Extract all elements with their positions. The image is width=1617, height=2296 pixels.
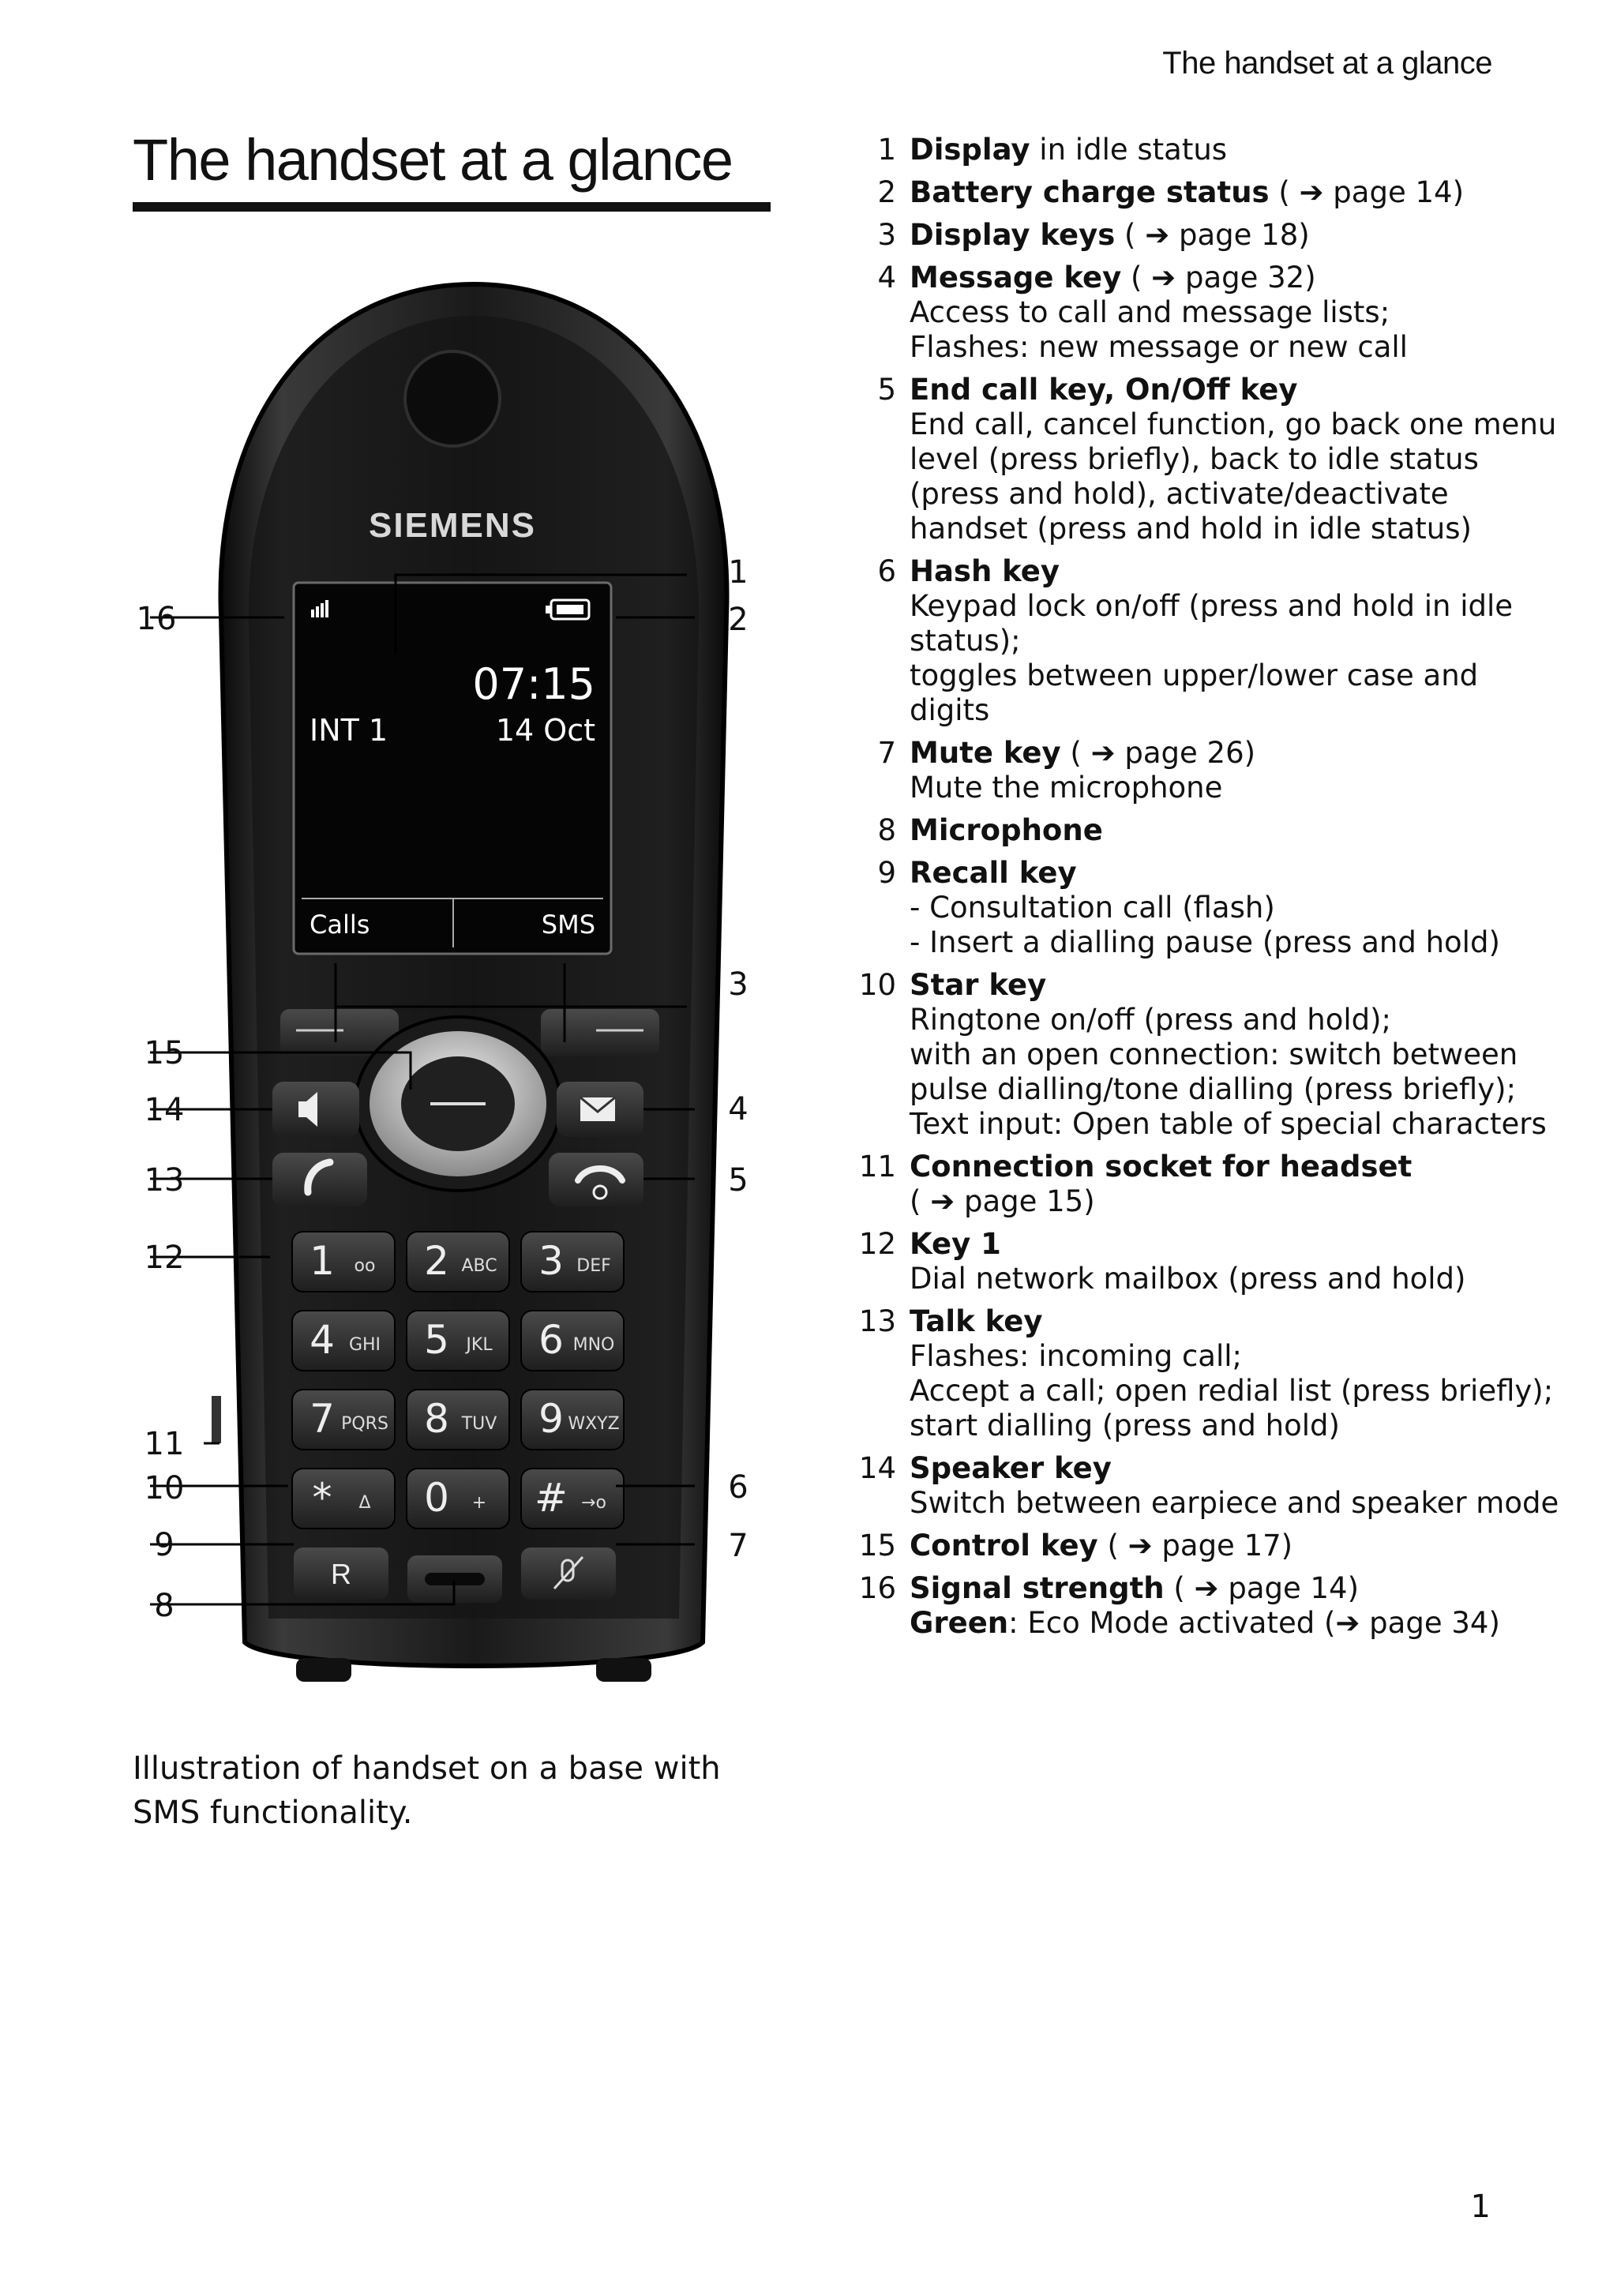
keypad-key <box>521 1390 624 1450</box>
keypad-key-digit: 0 <box>424 1475 449 1521</box>
legend-item <box>853 261 1563 365</box>
legend-name: Star key <box>910 968 1047 1002</box>
legend-name: Recall key <box>910 856 1077 890</box>
keypad-key-digit: 1 <box>310 1238 335 1284</box>
legend-number: 6 <box>877 554 896 588</box>
display-screen <box>294 583 611 954</box>
page-reference: ( ➔ page 32 ) <box>1131 261 1316 295</box>
legend-description: start dialling (press and hold) <box>910 1409 1340 1443</box>
legend-description: - Consultation call (flash) <box>910 891 1275 925</box>
page-reference: ( ➔ page 18 ) <box>1124 218 1310 252</box>
legend-item <box>853 736 1563 805</box>
figure-caption: Illustration of handset on a base with SMS functionality. <box>133 1750 721 1831</box>
legend-item <box>853 1227 1563 1296</box>
page-reference: ( ➔ page 14 ) <box>1278 175 1464 209</box>
keypad-key-letters: WXYZ <box>568 1414 620 1434</box>
legend-item <box>853 218 1563 253</box>
legend-item <box>853 1304 1563 1443</box>
brand-logo: SIEMENS <box>368 506 537 545</box>
keypad-key <box>521 1311 624 1371</box>
legend-number: 8 <box>877 813 896 847</box>
handset-illustration <box>118 253 829 1698</box>
keypad-key <box>292 1469 395 1529</box>
legend-name: Microphone <box>910 813 1103 847</box>
component-legend <box>853 133 1563 1649</box>
mute-key <box>521 1548 616 1600</box>
legend-number: 12 <box>858 1227 896 1261</box>
page-reference: ( ➔ page 14 ) <box>1173 1571 1359 1605</box>
page-number: 1 <box>1470 2189 1491 2225</box>
display-time: 07:15 <box>472 659 595 709</box>
talk-key <box>272 1153 367 1206</box>
legend-item <box>853 1451 1563 1521</box>
keypad-key-digit: # <box>535 1475 568 1521</box>
legend-description: - Insert a dialling pause (press and hold) <box>910 925 1500 959</box>
legend-name: Speaker key <box>910 1451 1112 1485</box>
legend-item <box>853 175 1563 210</box>
callout-4: 4 <box>728 1091 748 1127</box>
keypad-key <box>292 1311 395 1371</box>
legend-description: End call, cancel function, go back one menu level (press briefly), back to idle status (press and hold), activate/deactivate handset (press and hold in idle status) <box>910 407 1557 546</box>
callout-8: 8 <box>154 1588 174 1624</box>
legend-name: End call key, On/Off key <box>910 373 1298 407</box>
legend-name: Display <box>910 133 1030 167</box>
keypad-key-digit: 9 <box>538 1396 564 1442</box>
callout-14: 14 <box>144 1092 185 1128</box>
legend-number: 2 <box>877 175 896 209</box>
message-key <box>557 1082 643 1137</box>
callout-13: 13 <box>144 1162 185 1199</box>
speaker-key <box>272 1082 359 1137</box>
callout-9: 9 <box>154 1527 174 1563</box>
keypad-key-letters: GHI <box>348 1335 381 1355</box>
display-internal-name: INT 1 <box>310 713 388 748</box>
legend-item <box>853 1150 1563 1219</box>
legend-number: 14 <box>858 1451 896 1485</box>
callout-10: 10 <box>144 1470 185 1506</box>
keypad-key <box>292 1390 395 1450</box>
keypad-key-digit: 6 <box>538 1317 564 1363</box>
legend-number: 9 <box>877 856 896 890</box>
legend-item <box>853 554 1563 728</box>
keypad-key-digit: 3 <box>538 1238 564 1284</box>
legend-description: Keypad lock on/off (press and hold in idle status); <box>910 589 1514 658</box>
keypad-key-digit: 5 <box>424 1317 449 1363</box>
legend-description: Text input: Open table of special characters <box>910 1107 1547 1141</box>
control-key <box>355 1017 561 1191</box>
callout-7: 7 <box>728 1528 748 1564</box>
keypad-key <box>521 1232 624 1292</box>
keypad-key-letters: JKL <box>466 1335 493 1355</box>
legend-number: 7 <box>877 736 896 770</box>
keypad-key-digit: 7 <box>310 1396 335 1442</box>
keypad-key <box>407 1311 509 1371</box>
title-rule <box>133 202 771 212</box>
keypad-key <box>292 1232 395 1292</box>
legend-number: 16 <box>858 1571 896 1605</box>
keypad-key-letters: + <box>471 1493 487 1513</box>
legend-item: 16 Signal strength ( ➔ page 14 ) Green: Eco Mode activated (➔ page 34) <box>853 1571 1563 1641</box>
display-date: 14 Oct <box>495 713 595 748</box>
legend-number: 13 <box>858 1304 896 1338</box>
legend-description: Mute the microphone <box>910 771 1223 805</box>
legend-extra-text: : Eco Mode activated ( <box>1008 1606 1336 1640</box>
legend-number: 4 <box>877 261 896 295</box>
callout-12: 12 <box>144 1240 185 1276</box>
legend-number: 15 <box>858 1529 896 1563</box>
legend-item <box>853 1529 1563 1563</box>
softkey-right-label: SMS <box>541 910 595 940</box>
legend-number: 1 <box>877 133 896 167</box>
callout-11: 11 <box>144 1426 185 1462</box>
legend-item <box>853 373 1563 546</box>
keypad-key-digit: 4 <box>310 1317 335 1363</box>
callout-15: 15 <box>144 1035 185 1071</box>
keypad-key-digit: 2 <box>424 1238 449 1284</box>
legend-description: Flashes: new message or new call <box>910 330 1408 364</box>
page-reference: ( ➔ page 15 ) <box>910 1184 1095 1218</box>
page-reference: page 34 <box>1369 1606 1489 1640</box>
legend-name: Mute key <box>910 736 1061 770</box>
legend-description: Dial network mailbox (press and hold) <box>910 1262 1466 1296</box>
keypad-key-letters: DEF <box>576 1256 611 1276</box>
recall-key <box>294 1548 388 1600</box>
handset-svg <box>118 253 829 1698</box>
callout-5: 5 <box>728 1162 748 1199</box>
keypad-key-letters: oo <box>354 1256 376 1276</box>
legend-description: Access to call and message lists; <box>910 295 1390 329</box>
running-head: The handset at a glance <box>1162 46 1492 81</box>
legend-description: toggles between upper/lower case and digits <box>910 658 1479 727</box>
callout-16: 16 <box>136 601 177 637</box>
legend-extra-name: Green <box>910 1606 1009 1640</box>
legend-name: Message key <box>910 261 1122 295</box>
legend-name: Hash key <box>910 554 1060 588</box>
legend-description: Switch between earpiece and speaker mode <box>910 1486 1559 1520</box>
callout-1: 1 <box>728 554 748 591</box>
legend-number: 11 <box>858 1150 896 1184</box>
keypad-key <box>407 1469 509 1529</box>
keypad-key-letters: PQRS <box>341 1414 388 1434</box>
callout-3: 3 <box>728 966 748 1003</box>
legend-number: 10 <box>858 968 896 1002</box>
legend-name: Connection socket for headset <box>910 1150 1413 1184</box>
headset-socket <box>212 1396 221 1443</box>
legend-name: Signal strength <box>910 1571 1165 1605</box>
page-reference: ( ➔ page 17 ) <box>1107 1529 1292 1563</box>
legend-description: with an open connection: switch between pulse dialling/tone dialling (press briefly); <box>910 1037 1518 1106</box>
page-title: The handset at a glance <box>133 127 733 193</box>
legend-item <box>853 813 1563 848</box>
callout-2: 2 <box>728 602 748 638</box>
keypad-key-letters: MNO <box>572 1335 615 1355</box>
callout-6: 6 <box>728 1469 748 1506</box>
display-key-right <box>541 1009 659 1056</box>
keypad-key <box>407 1390 509 1450</box>
legend-name: Battery charge status <box>910 175 1270 209</box>
recall-key-label: R <box>331 1558 351 1590</box>
softkey-left-label: Calls <box>310 910 370 940</box>
legend-description: Ringtone on/off (press and hold); <box>910 1003 1392 1037</box>
legend-number: 3 <box>877 218 896 252</box>
keypad-key <box>407 1232 509 1292</box>
legend-item <box>853 968 1563 1142</box>
legend-number: 5 <box>877 373 896 407</box>
keypad-key-letters: Δ <box>358 1493 371 1513</box>
legend-description: Flashes: incoming call; <box>910 1339 1243 1373</box>
keypad-key-digit: * <box>312 1475 332 1521</box>
keypad-key <box>521 1469 624 1529</box>
end-call-key <box>549 1153 643 1206</box>
earpiece <box>405 351 500 446</box>
legend-name: Display keys <box>910 218 1116 252</box>
legend-name: Control key <box>910 1529 1098 1563</box>
legend-name: Talk key <box>910 1304 1043 1338</box>
legend-name: Key 1 <box>910 1227 1001 1261</box>
keypad-key-letters: ABC <box>461 1256 497 1276</box>
keypad-key-digit: 8 <box>424 1396 449 1442</box>
legend-item <box>853 133 1563 167</box>
legend-name-suffix: in idle status <box>1030 133 1228 167</box>
legend-description: Accept a call; open redial list (press briefly); <box>910 1374 1554 1408</box>
keypad-key-letters: TUV <box>461 1414 497 1434</box>
keypad-key-letters: →o <box>581 1493 606 1513</box>
page-reference: ( ➔ page 26 ) <box>1070 736 1255 770</box>
legend-item <box>853 856 1563 960</box>
